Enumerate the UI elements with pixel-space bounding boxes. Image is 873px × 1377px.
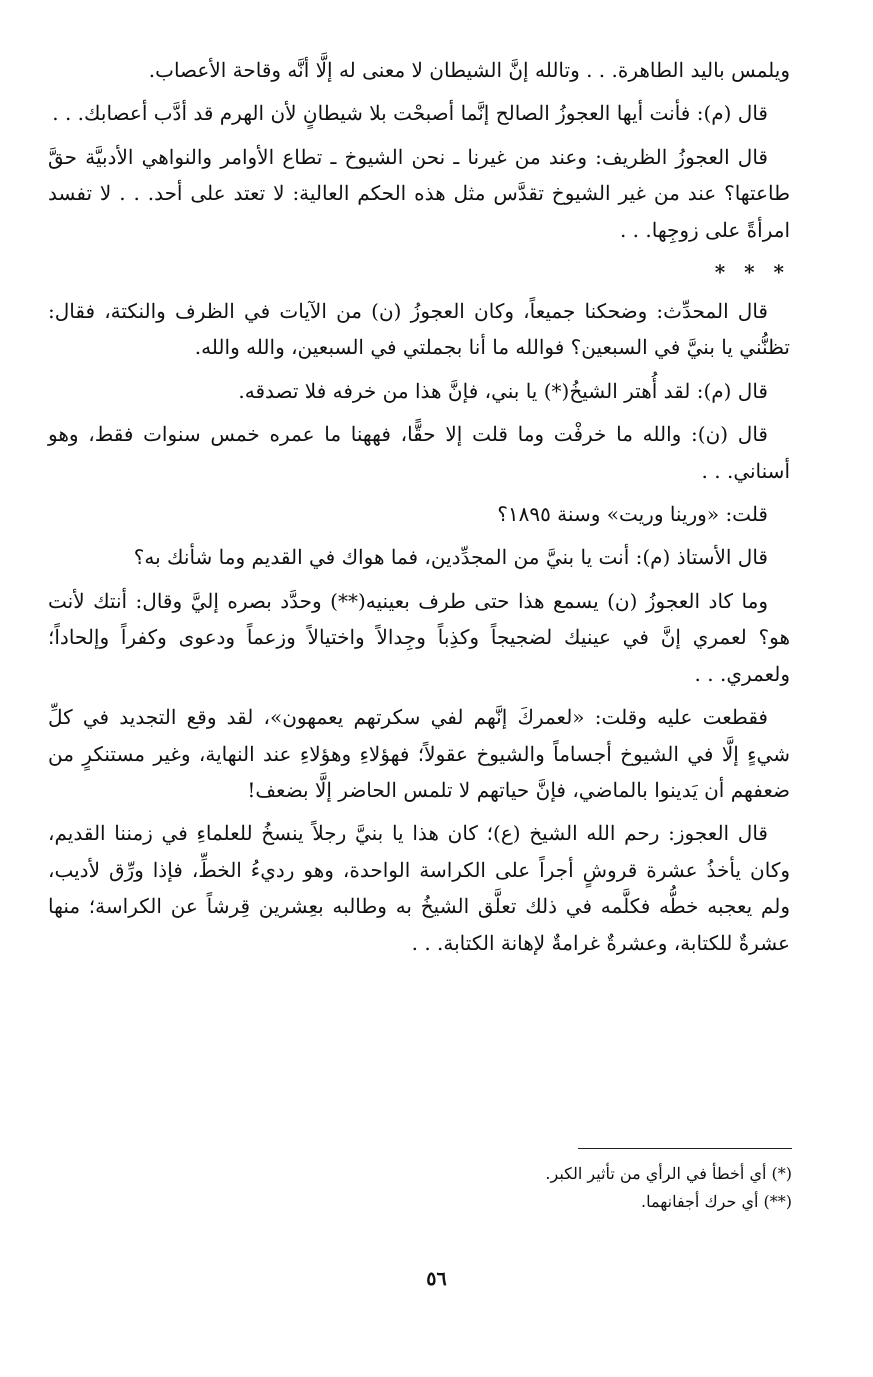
body-text — [48, 52, 790, 968]
footnote-2: (**) أي حرك أجفانهما. — [641, 1192, 792, 1211]
paragraph-5: قال (م): لقد أُهتر الشيخُ(*) يا بني، فإنَّ هذا من خرفه فلا تصدقه. — [238, 378, 768, 403]
paragraph-2: قال (م): فأنت أيها العجوزُ الصالح إنَّما أصبحْت بلا شيطانٍ لأن الهرم قد أدَّب أعصابك. . . — [52, 101, 768, 126]
footnotes — [48, 1160, 792, 1216]
paragraph-8: قال الأستاذ (م): أنت يا بنيَّ من المجدِّدين، فما هواك في القديم وما شأنك به؟ — [133, 545, 768, 570]
paragraph-1: ويلمس باليد الطاهرة. . . وتالله إنَّ الشيطان لا معنى له إلَّا أنَّه وقاحة الأعصاب. — [148, 58, 790, 82]
paragraph-6: قال (ن): والله ما خرفْت وما قلت إلا حقًّا، فههنا ما عمره خمس سنوات فقط، وهو أسناني. . . — [48, 422, 790, 483]
paragraph-7: قلت: «ورينا وريت» وسنة ١٨٩٥؟ — [497, 502, 768, 527]
footnote-1: (*) أي أخطأ في الرأي من تأثير الكبر. — [545, 1164, 792, 1183]
paragraph-4: قال المحدِّث: وضحكنا جميعاً، وكان العجوزُ (ن) من الآيات في الظرف والنكتة، فقال: تظنُّني يا بنيَّ في السبعين؟ فوالله ما أنا بجملتي في السبعين، والله والله. — [48, 299, 790, 360]
paragraph-11: قال العجوز: رحم الله الشيخ (ع)؛ كان هذا يا بنيَّ رجلاً ينسخُ للعلماءِ في زمننا القديم، وكان يأخذُ عشرة قروشٍ أجراً على الكراسة الواحدة، وهو رديءُ الخطِّ، فإذا ورِّق لأديب، ولم يعجبه خطُّه فكلَّمه في ذلك تعلَّق الشيخُ به وطالبه بعِشرين قِرشاً عن الكراسة؛ منها عشرةٌ للكتابة، وعشرةٌ غرامةٌ لإهانة الكتابة. . . — [48, 821, 790, 955]
paragraph-10: فقطعت عليه وقلت: «لعمركَ إنَّهم لفي سكرتهم يعمهون»، لقد وقع التجديد في كلِّ شيءٍ إلَّا في الشيوخ أجساماً والشيوخ عقولاً؛ فهؤلاءِ وهؤلاءِ عند النهاية، وغير مستنكرٍ من ضعفهم أن يَدينوا بالماضي، فإنَّ حياتهم لا تلمس الحاضر إلَّا بضعف! — [48, 705, 790, 802]
paragraph-9: وما كاد العجوزُ (ن) يسمع هذا حتى طرف بعينيه(**) وحدَّد بصره إليَّ وقال: أنتك لأنت هو؟ لعمري إنَّ في عينيك لضجيجاً وكذِباً وجِدالاً واختيالاً وزعماً ودعوى وكفراً وإلحاداً؛ ولعمري. . . — [48, 588, 790, 686]
footnote-rule — [578, 1148, 792, 1149]
page-number: ٥٦ — [426, 1268, 447, 1290]
paragraph-3: قال العجوزُ الظريف: وعند من غيرنا ـ نحن الشيوخ ـ تطاع الأوامر والنواهي الأدبيَّة حقَّ طاعتها؟ عند من غير الشيوخ تقدَّس مثل هذه الحكم العالية: لا تعتد على أحد. . . لا تفسد امرأةً على زوجِها. . . — [48, 144, 790, 242]
section-separator: * * * — [714, 260, 790, 285]
